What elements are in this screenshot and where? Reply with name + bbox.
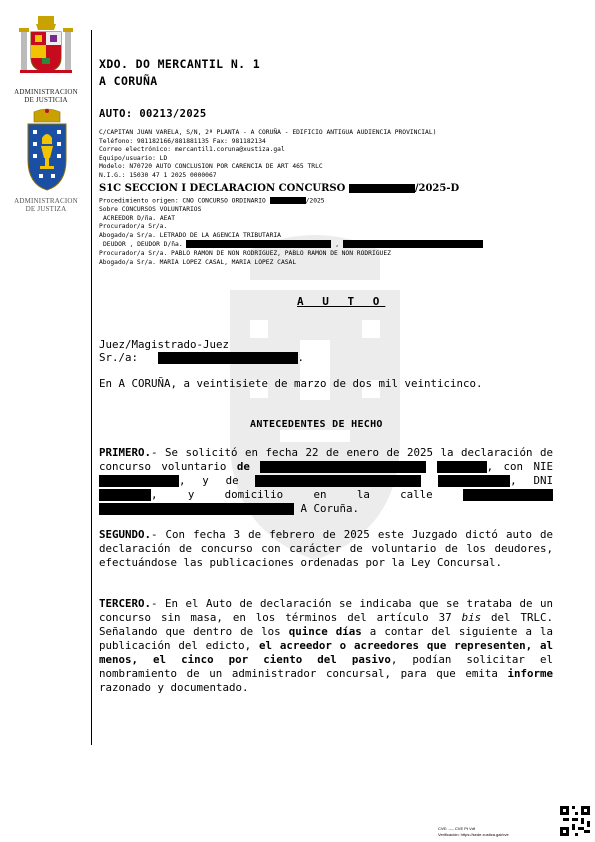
qr-code: [560, 806, 590, 836]
antecedentes-heading: ANTECEDENTES DE HECHO: [250, 419, 383, 430]
footer-verification: Verificación: https://sede.xustiza.gal/cve: [438, 832, 509, 837]
paragraph-tercero: TERCERO.- En el Auto de declaración se indicaba que se trataba de un concurso sin masa, en los términos del artículo 37 bis del TRLC. Señalando que dentro de los quince días a contar del siguiente a la publicación del edicto, el acreedor o acreedores que representen, al menos, el cinco por ciento del pasivo, podían solicitar el nombramiento de un administrador concursal, para que emita informe razonado y documentado.: [99, 597, 553, 694]
redaction: [463, 489, 553, 501]
paragraph-segundo: SEGUNDO.- Con fecha 3 de febrero de 2025 este Juzgado dictó auto de declaración de concurso con carácter de voluntario de los deudores, efectuándose las publicaciones ordenadas por la Ley Concursal.: [99, 528, 553, 569]
abogado-line: Abogado/a Sr/a. LETRADO DE LA AGENCIA TRIBUTARIA: [99, 231, 281, 239]
section-line: S1C SECCION I DECLARACION CONCURSO /2025-D: [99, 183, 460, 194]
procurador-line: Procurador/a Sr/a.: [99, 223, 168, 231]
model-line: Modelo: N70720 AUTO CONCLUSION POR CARENCIA DE ART 465 TRLC: [99, 163, 323, 171]
court-metadata: [99, 129, 436, 181]
judge-label: Juez/Magistrado-Juez: [99, 338, 230, 351]
nig-line: N.I.G.: 15030 47 1 2025 0000067: [99, 171, 217, 179]
paragraph-primero: PRIMERO.- Se solicitó en fecha 22 de enero de 2025 la declaración de concurso voluntario de , con NIE , y de , DNI , y domicilio en la calle A Coruña.: [99, 446, 553, 515]
redaction: [186, 240, 331, 248]
redaction: [438, 475, 510, 487]
case-metadata: [99, 197, 483, 267]
redaction: [99, 475, 179, 487]
court-name: XDO. DO MERCANTIL N. 1: [99, 57, 261, 71]
auto-number: AUTO: 00213/2025: [99, 108, 207, 120]
document-title: A U T O: [297, 295, 386, 308]
debtor-procurador-line: Procurador/a Sr/a. PABLO RAMON DE NON RODRIGUEZ, PABLO RAMON DE NON RODRIGUEZ: [99, 250, 391, 258]
creditor-line: ACREEDOR D/ña. AEAT: [103, 214, 176, 222]
debtor-abogado-line: Abogado/a Sr/a. MARIA LOPEZ CASAL, MARIA LOPEZ CASAL: [99, 258, 297, 266]
subject-line: Sobre CONCURSOS VOLUNTARIOS: [99, 206, 202, 214]
address-line: C/CAPITAN JUAN VARELA, S/N, 2ª PLANTA - A CORUÑA - EDIFICIO ANTIGUA AUDIENCIA PROVINCIAL): [99, 129, 437, 136]
proc-line: Procedimiento origen: CNO CONCURSO ORDINARIO /2025: [99, 197, 325, 205]
redaction: [99, 503, 294, 515]
bottom-logo-caption: ADMINISTRACION DE JUSTIZA: [14, 197, 78, 213]
galicia-coat-of-arms-logo: [22, 108, 72, 194]
redaction: [270, 197, 306, 204]
phone-line: Teléfono: 981182166/881881135 Fax: 981182134: [99, 137, 266, 145]
redaction: [158, 352, 298, 364]
top-logo-caption: ADMINISTRACION DE JUSTICIA: [14, 88, 78, 104]
redaction: [437, 461, 487, 473]
redaction: [343, 240, 483, 248]
user-line: Equipo/usuario: LD: [99, 154, 168, 162]
email-line: Correo electrónico: mercantil1.coruna@xustiza.gal: [99, 146, 285, 154]
judge-block: [99, 338, 304, 364]
judge-name-line: Sr./a: .: [99, 351, 305, 364]
redaction: [260, 461, 426, 473]
redaction: [99, 489, 151, 501]
date-line: En A CORUÑA, a veintisiete de marzo de dos mil veinticinco.: [99, 377, 483, 390]
redaction: [255, 475, 421, 487]
debtor-line: DEUDOR , DEUDOR D/ña. ,: [99, 240, 483, 250]
footer-cve: CVE: ---- CVE Pt Vdf: [438, 826, 476, 831]
margin-rule: [91, 30, 92, 745]
redaction: [349, 184, 415, 193]
court-city: A CORUÑA: [99, 74, 158, 88]
spain-coat-of-arms-logo: [18, 14, 74, 86]
